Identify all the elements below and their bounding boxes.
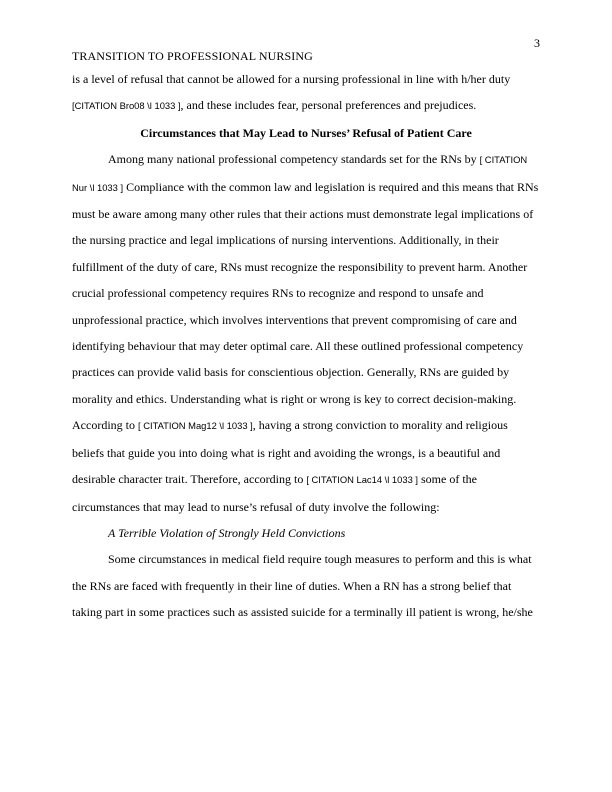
citation-field: [CITATION Bro08 \l 1033 ] [72,100,181,112]
paragraph-text: is a level of refusal that cannot be allowed for a nursing professional in line with h/her duty [72,72,511,86]
paragraph-competency [72,146,540,520]
paragraph-continuation [72,66,540,120]
paragraph-text: , and these includes fear, personal preferences and prejudices. [180,98,477,113]
paragraph-text: Among many national professional competency standards set for the RNs by [108,152,480,167]
section-heading: Circumstances that May Lead to Nurses’ Refusal of Patient Care [140,125,472,140]
paragraph-violation [72,546,540,625]
running-head: TRANSITION TO PROFESSIONAL NURSING [72,49,313,63]
paragraph-text: Compliance with the common law and legislation is required and this means that RNs must be aware among many other rules that their actions must demonstrate legal implications of the nursing practice and legal implications of nursing interventions. Additionally, in their fulfillment of the duty of care, RNs must recognize the responsibility to prevent harm. Another crucial professional competency requires RNs to recognize and respond to unsafe and unprofessional practice, which involves interventions that prevent compromising of care and identifying behaviour that may deter optimal care. All these outlined professional competency practices can provide valid basis for conscientious objection. Generally, RNs are guided by morality and ethics. Understanding what is right or wrong is key to correct decision-making. According to [72,179,539,433]
document-body [72,66,540,626]
subsection-heading: A Terrible Violation of Strongly Held Convictions [108,525,346,540]
citation-field: [ CITATION Nur \l 1033 ] [72,154,528,193]
paragraph-text: , having a strong conviction to morality and religious beliefs that guide you into doing what is right and avoiding the wrongs, is a beautiful and desirable character trait. Therefore, according to [72,418,508,487]
paragraph-text: Some circumstances in medical field require tough measures to perform and this is what the RNs are faced with frequently in their line of duties. When a RN has a strong belief that taking part in some practices such as assisted suicide for a terminally ill patient is wrong, he/she [72,552,533,620]
page-number: 3 [534,36,540,50]
citation-field: [ CITATION Lac14 \l 1033 ] [306,474,419,486]
paragraph-text: some of the circumstances that may lead to nurse’s refusal of duty involve the following: [72,472,478,514]
citation-field: [ CITATION Mag12 \l 1033 ] [137,420,253,432]
